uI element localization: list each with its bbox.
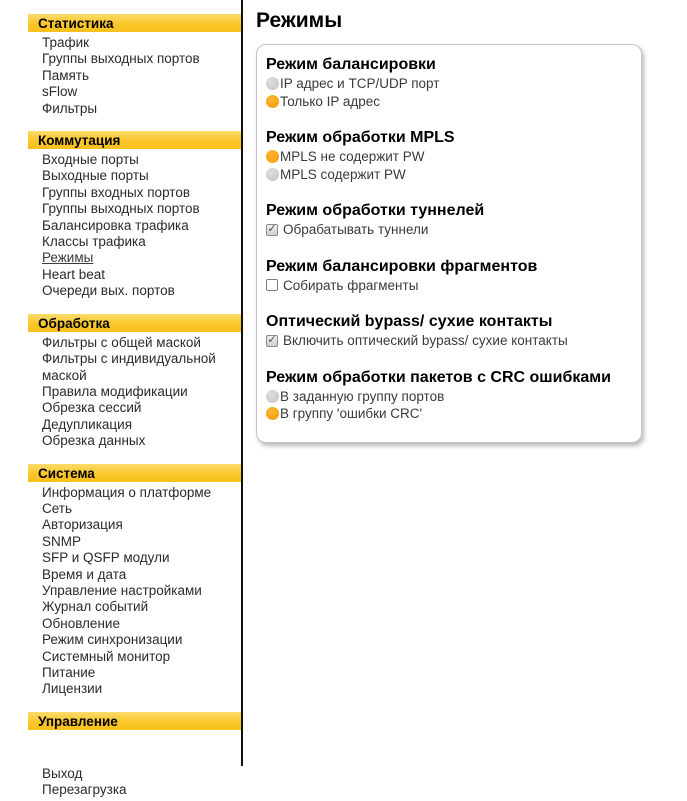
sidebar-items-system (0, 482, 241, 698)
sidebar-item-filters[interactable]: Фильтры (42, 100, 98, 116)
section-optical-bypass (266, 312, 631, 350)
option-label: В группу 'ошибки CRC' (280, 406, 423, 422)
sidebar-item-heart-beat[interactable]: Heart beat (42, 266, 106, 282)
sidebar-item-output-ports[interactable]: Выходные порты (42, 168, 149, 184)
section-crc-error-packets (266, 368, 631, 423)
sidebar-section-switching (0, 131, 241, 300)
option-label: IP адрес и TCP/UDP порт (280, 76, 440, 92)
radio-unselected-icon[interactable] (266, 168, 279, 181)
section-heading: Режим обработки пакетов с CRC ошибками (266, 368, 611, 386)
sidebar-item-sfp-qsfp-modules[interactable]: SFP и QSFP модули (42, 550, 170, 566)
sidebar-item-settings-management[interactable]: Управление настройками (42, 582, 202, 598)
main-content (256, 0, 687, 443)
option-label: Включить оптический bypass/ сухие контакты (283, 333, 568, 349)
sidebar-item-output-port-queues[interactable]: Очереди вых. портов (42, 283, 175, 299)
sidebar-items-statistics (0, 32, 241, 117)
sidebar-item-system-monitor[interactable]: Системный монитор (42, 648, 171, 664)
sidebar-item-data-trimming[interactable]: Обрезка данных (42, 433, 146, 449)
sidebar-item-input-port-groups[interactable]: Группы входных портов (42, 184, 190, 200)
sidebar-item-modes[interactable]: Режимы (42, 250, 94, 266)
radio-selected-icon[interactable] (266, 95, 279, 108)
sidebar-item-modification-rules[interactable]: Правила модификации (42, 383, 188, 399)
sidebar-section-processing (0, 314, 241, 450)
option-label: Только IP адрес (280, 93, 381, 109)
section-heading: Режим обработки туннелей (266, 202, 485, 219)
section-heading: Оптический bypass/ сухие контакты (266, 313, 553, 330)
section-heading: Режим обработки MPLS (266, 129, 455, 146)
sidebar-items-processing (0, 332, 241, 450)
radio-option-crc-error-group[interactable] (266, 405, 631, 423)
checkbox-checked-icon[interactable] (266, 224, 278, 236)
sidebar-items-switching (0, 149, 241, 300)
sidebar-item-event-log[interactable]: Журнал событий (42, 599, 149, 615)
radio-option-mpls-pw[interactable] (266, 166, 631, 184)
option-label: MPLS содержит PW (280, 166, 406, 182)
checkbox-unchecked-icon[interactable] (266, 279, 278, 291)
sidebar-section-system (0, 464, 241, 698)
radio-unselected-icon[interactable] (266, 77, 279, 90)
option-label: MPLS не содержит PW (280, 149, 425, 165)
section-fragment-balancing-mode (266, 257, 631, 295)
section-mpls-mode (266, 128, 631, 183)
option-label: Собирать фрагменты (283, 277, 419, 293)
section-tunnel-mode (266, 201, 631, 239)
sidebar-section-statistics (0, 14, 241, 117)
sidebar-item-individual-mask-filters[interactable]: Фильтры с индивидуальной маской (42, 351, 216, 383)
sidebar-item-network[interactable]: Сеть (42, 500, 73, 516)
page-title: Режимы (256, 9, 343, 32)
sidebar-header-statistics: Статистика (28, 14, 241, 32)
sidebar-header-processing: Обработка (28, 314, 241, 332)
sidebar-item-memory[interactable]: Память (42, 67, 90, 83)
sidebar-item-power[interactable]: Питание (42, 665, 96, 680)
sidebar-item-update[interactable]: Обновление (42, 615, 120, 631)
radio-option-ip-tcp-udp[interactable] (266, 75, 631, 93)
radio-option-crc-defined-group[interactable] (266, 388, 631, 406)
checkbox-option-enable-bypass[interactable] (266, 332, 631, 350)
sidebar-item-reboot[interactable]: Перезагрузка (42, 782, 127, 798)
radio-option-mpls-no-pw[interactable] (266, 148, 631, 166)
sidebar-item-sflow[interactable]: sFlow (42, 84, 78, 100)
sidebar-item-licenses[interactable]: Лицензии (42, 681, 103, 697)
radio-selected-icon[interactable] (266, 150, 279, 163)
sidebar-header-system: Система (28, 464, 241, 482)
sidebar-item-traffic-classes[interactable]: Классы трафика (42, 234, 146, 250)
sidebar-item-session-trimming[interactable]: Обрезка сессий (42, 400, 142, 416)
sidebar-item-traffic-balancing[interactable]: Балансировка трафика (42, 217, 189, 233)
radio-selected-icon[interactable] (266, 407, 279, 420)
section-heading: Режим балансировки фрагментов (266, 257, 538, 275)
option-label: Обрабатывать туннели (283, 222, 429, 238)
radio-option-ip-only[interactable] (266, 93, 631, 111)
sidebar-item-authorization[interactable]: Авторизация (42, 517, 123, 533)
sidebar-item-sync-mode[interactable]: Режим синхронизации (42, 632, 183, 648)
section-balancing-mode (266, 55, 631, 110)
section-heading: Режим балансировки (266, 56, 436, 73)
sidebar-item-time-date[interactable]: Время и дата (42, 566, 127, 582)
checkbox-option-assemble-fragments[interactable] (266, 277, 631, 295)
sidebar-item-traffic[interactable]: Трафик (42, 35, 90, 50)
sidebar-header-switching: Коммутация (28, 131, 241, 149)
checkbox-option-process-tunnels[interactable] (266, 221, 631, 239)
sidebar-spacer (0, 730, 241, 763)
sidebar-section-management (0, 712, 241, 799)
sidebar-item-input-ports[interactable]: Входные порты (42, 152, 139, 168)
sidebar-header-management: Управление (28, 712, 241, 730)
sidebar-item-deduplication[interactable]: Дедупликация (42, 416, 133, 432)
checkbox-checked-icon[interactable] (266, 335, 278, 347)
option-label: В заданную группу портов (280, 388, 445, 404)
content-panel (256, 44, 642, 443)
sidebar-item-snmp[interactable]: SNMP (42, 533, 82, 549)
sidebar-item-output-port-groups[interactable]: Группы выходных портов (42, 201, 200, 217)
sidebar-item-common-mask-filters[interactable]: Фильтры с общей маской (42, 334, 201, 350)
sidebar-item-output-port-groups-stats[interactable]: Группы выходных портов (42, 51, 200, 67)
sidebar-items-management (0, 763, 241, 799)
sidebar-item-platform-info[interactable]: Информация о платформе (42, 484, 212, 500)
sidebar-item-logout[interactable]: Выход (42, 765, 83, 781)
radio-unselected-icon[interactable] (266, 390, 279, 403)
sidebar (0, 0, 243, 798)
